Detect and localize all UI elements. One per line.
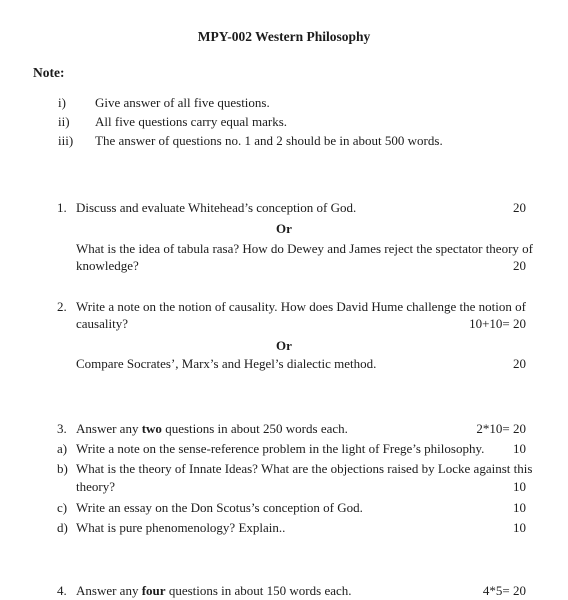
sub-question-marks: 10: [513, 479, 526, 494]
sub-question-marks: 10: [513, 500, 526, 515]
sub-question-text: What is the theory of Innate Ideas? What are the objections raised by Locke against this: [76, 461, 533, 476]
question-text: Answer any two questions in about 250 words each.: [76, 421, 348, 436]
question-text: causality?: [76, 316, 128, 331]
sub-question-text: Write an essay on the Don Scotus’s conception of God.: [76, 500, 363, 515]
sub-question-marker: b): [57, 461, 68, 476]
question-text: Write a note on the notion of causality. How does David Hume challenge the notion of: [76, 299, 526, 314]
sub-question-text: What is pure phenomenology? Explain..: [76, 520, 286, 535]
note-text: All five questions carry equal marks.: [95, 114, 288, 129]
sub-question-text: Write a note on the sense-reference problem in the light of Frege’s philosophy.: [76, 441, 485, 456]
sub-question-marks: 10: [513, 441, 526, 456]
question-alt-text: knowledge?: [76, 258, 139, 273]
question-marks: 20: [513, 200, 526, 215]
sub-question-marker: a): [57, 441, 68, 456]
sub-question-marker: d): [57, 520, 68, 535]
or-separator: Or: [276, 338, 292, 353]
note-text: Give answer of all five questions.: [95, 95, 270, 110]
question-alt-text: What is the idea of tabula rasa? How do Dewey and James reject the spectator theory of: [76, 241, 533, 256]
note-marker: ii): [58, 114, 70, 129]
question-number: 4.: [57, 583, 67, 598]
question-text: Discuss and evaluate Whitehead’s conception of God.: [76, 200, 357, 215]
question-number: 1.: [57, 200, 67, 215]
note-marker: iii): [58, 133, 74, 148]
question-marks: 4*5= 20: [482, 583, 526, 598]
sub-question-marker: c): [57, 500, 68, 515]
note-label: Note:: [33, 65, 65, 80]
question-text: Answer any four questions in about 150 words each.: [76, 583, 352, 598]
question-alt-text: Compare Socrates’, Marx’s and Hegel’s dialectic method.: [76, 356, 377, 371]
sub-question-text: theory?: [76, 479, 115, 494]
sub-question-marks: 10: [513, 520, 526, 535]
question-marks: 20: [513, 356, 526, 371]
question-marks: 2*10= 20: [476, 421, 526, 436]
question-marks: 20: [513, 258, 526, 273]
note-marker: i): [58, 95, 66, 110]
or-separator: Or: [276, 221, 292, 236]
question-marks: 10+10= 20: [469, 316, 526, 331]
page-title: MPY-002 Western Philosophy: [197, 29, 371, 44]
question-number: 3.: [57, 421, 67, 436]
question-number: 2.: [57, 299, 67, 314]
note-text: The answer of questions no. 1 and 2 should be in about 500 words.: [95, 133, 443, 148]
